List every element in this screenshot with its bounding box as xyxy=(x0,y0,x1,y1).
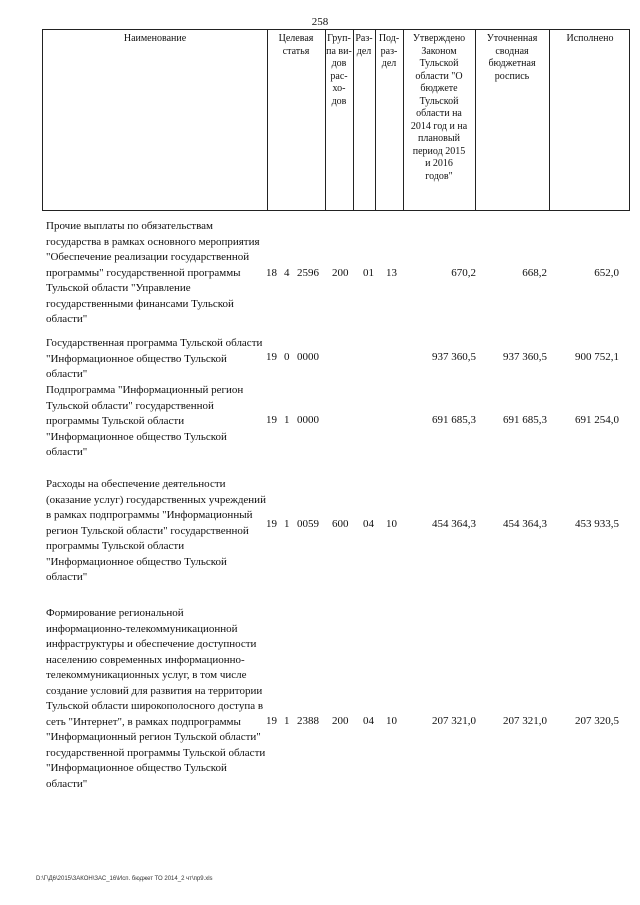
ts-direction: 2388 xyxy=(297,715,319,727)
subsection: 13 xyxy=(386,267,397,279)
ts-subprogram: 1 xyxy=(284,414,290,426)
row-name: Расходы на обеспечение деятельности (оказание услуг) государственных учреждений в рамках подпрограммы "Информационный регион Тульской области" государственной программы Тульской области "Информационное общество Тульской области" xyxy=(46,478,266,583)
approved-value: 207 321,0 xyxy=(432,715,476,727)
approved-value: 670,2 xyxy=(451,267,476,279)
section: 01 xyxy=(363,267,374,279)
header-expense-group: Груп- па ви- дов рас- хо- дов xyxy=(326,33,352,107)
section: 04 xyxy=(363,715,374,727)
subsection: 10 xyxy=(386,715,397,727)
ts-program: 19 xyxy=(266,414,277,426)
refined-value: 937 360,5 xyxy=(503,351,547,363)
executed-value: 900 752,1 xyxy=(575,351,619,363)
header-approved: Утверждено Законом Тульской области "О бюджете Тульской области на 2014 год и на плановый период 2015 и 2016 годов" xyxy=(410,33,468,182)
header-name: Наименование xyxy=(123,33,187,44)
approved-value: 937 360,5 xyxy=(432,351,476,363)
row-name: Прочие выплаты по обязательствам государства в рамках основного мероприятия "Обеспечение реализации государственной программы" государственной программы Тульской области "Управление государственными финансами Тульской области" xyxy=(46,220,260,325)
executed-value: 207 320,5 xyxy=(575,715,619,727)
page-number: 258 xyxy=(311,16,329,28)
expense-group: 200 xyxy=(332,267,349,279)
ts-direction: 0059 xyxy=(297,518,319,530)
table-row xyxy=(0,413,640,427)
ts-program: 18 xyxy=(266,267,277,279)
refined-value: 207 321,0 xyxy=(503,715,547,727)
expense-group: 200 xyxy=(332,715,349,727)
header-refined: Уточненная сводная бюджетная роспись xyxy=(486,33,538,82)
ts-subprogram: 4 xyxy=(284,267,290,279)
header-executed: Исполнено xyxy=(566,33,614,44)
expense-group: 600 xyxy=(332,518,349,530)
row-name: Формирование региональной информационно-телекоммуникационной инфраструктуры и обеспечение доступности населению современных информационно-телекоммуникационных услуг, в том числе создание условий для развития на территории Тульской области широкополосного доступа в сеть "Интернет", в рамках подпрограммы "Информационный регион Тульской области" государственной программы Тульской области "Информационное общество Тульской области" xyxy=(46,607,266,790)
table-row xyxy=(0,266,640,280)
approved-value: 454 364,3 xyxy=(432,518,476,530)
row-name: Подпрограмма "Информационный регион Тульской области" государственной программы Тульской области "Информационное общество Тульской области" xyxy=(46,384,244,458)
ts-direction: 0000 xyxy=(297,351,319,363)
ts-direction: 2596 xyxy=(297,267,319,279)
ts-subprogram: 1 xyxy=(284,518,290,530)
executed-value: 691 254,0 xyxy=(575,414,619,426)
ts-program: 19 xyxy=(266,715,277,727)
executed-value: 652,0 xyxy=(594,267,619,279)
header-section: Раз- дел xyxy=(355,33,373,57)
ts-subprogram: 1 xyxy=(284,715,290,727)
ts-program: 19 xyxy=(266,351,277,363)
file-path-footer: D:\Г\Д6\2015\ЗАКОН\ЗАС_16\Исп. бюджет ТО 2014_2 чт\пр9.xls xyxy=(36,876,213,882)
table-row xyxy=(0,517,640,531)
header-target-article: Целевая статья xyxy=(278,33,314,57)
header-subsection: Под- раз- дел xyxy=(378,33,400,69)
subsection: 10 xyxy=(386,518,397,530)
refined-value: 668,2 xyxy=(522,267,547,279)
ts-program: 19 xyxy=(266,518,277,530)
refined-value: 691 685,3 xyxy=(503,414,547,426)
approved-value: 691 685,3 xyxy=(432,414,476,426)
executed-value: 453 933,5 xyxy=(575,518,619,530)
table-header xyxy=(42,29,630,211)
table-row xyxy=(0,350,640,364)
ts-subprogram: 0 xyxy=(284,351,290,363)
table-row xyxy=(0,714,640,728)
refined-value: 454 364,3 xyxy=(503,518,547,530)
ts-direction: 0000 xyxy=(297,414,319,426)
row-name: Государственная программа Тульской области "Информационное общество Тульской области" xyxy=(46,337,263,380)
section: 04 xyxy=(363,518,374,530)
